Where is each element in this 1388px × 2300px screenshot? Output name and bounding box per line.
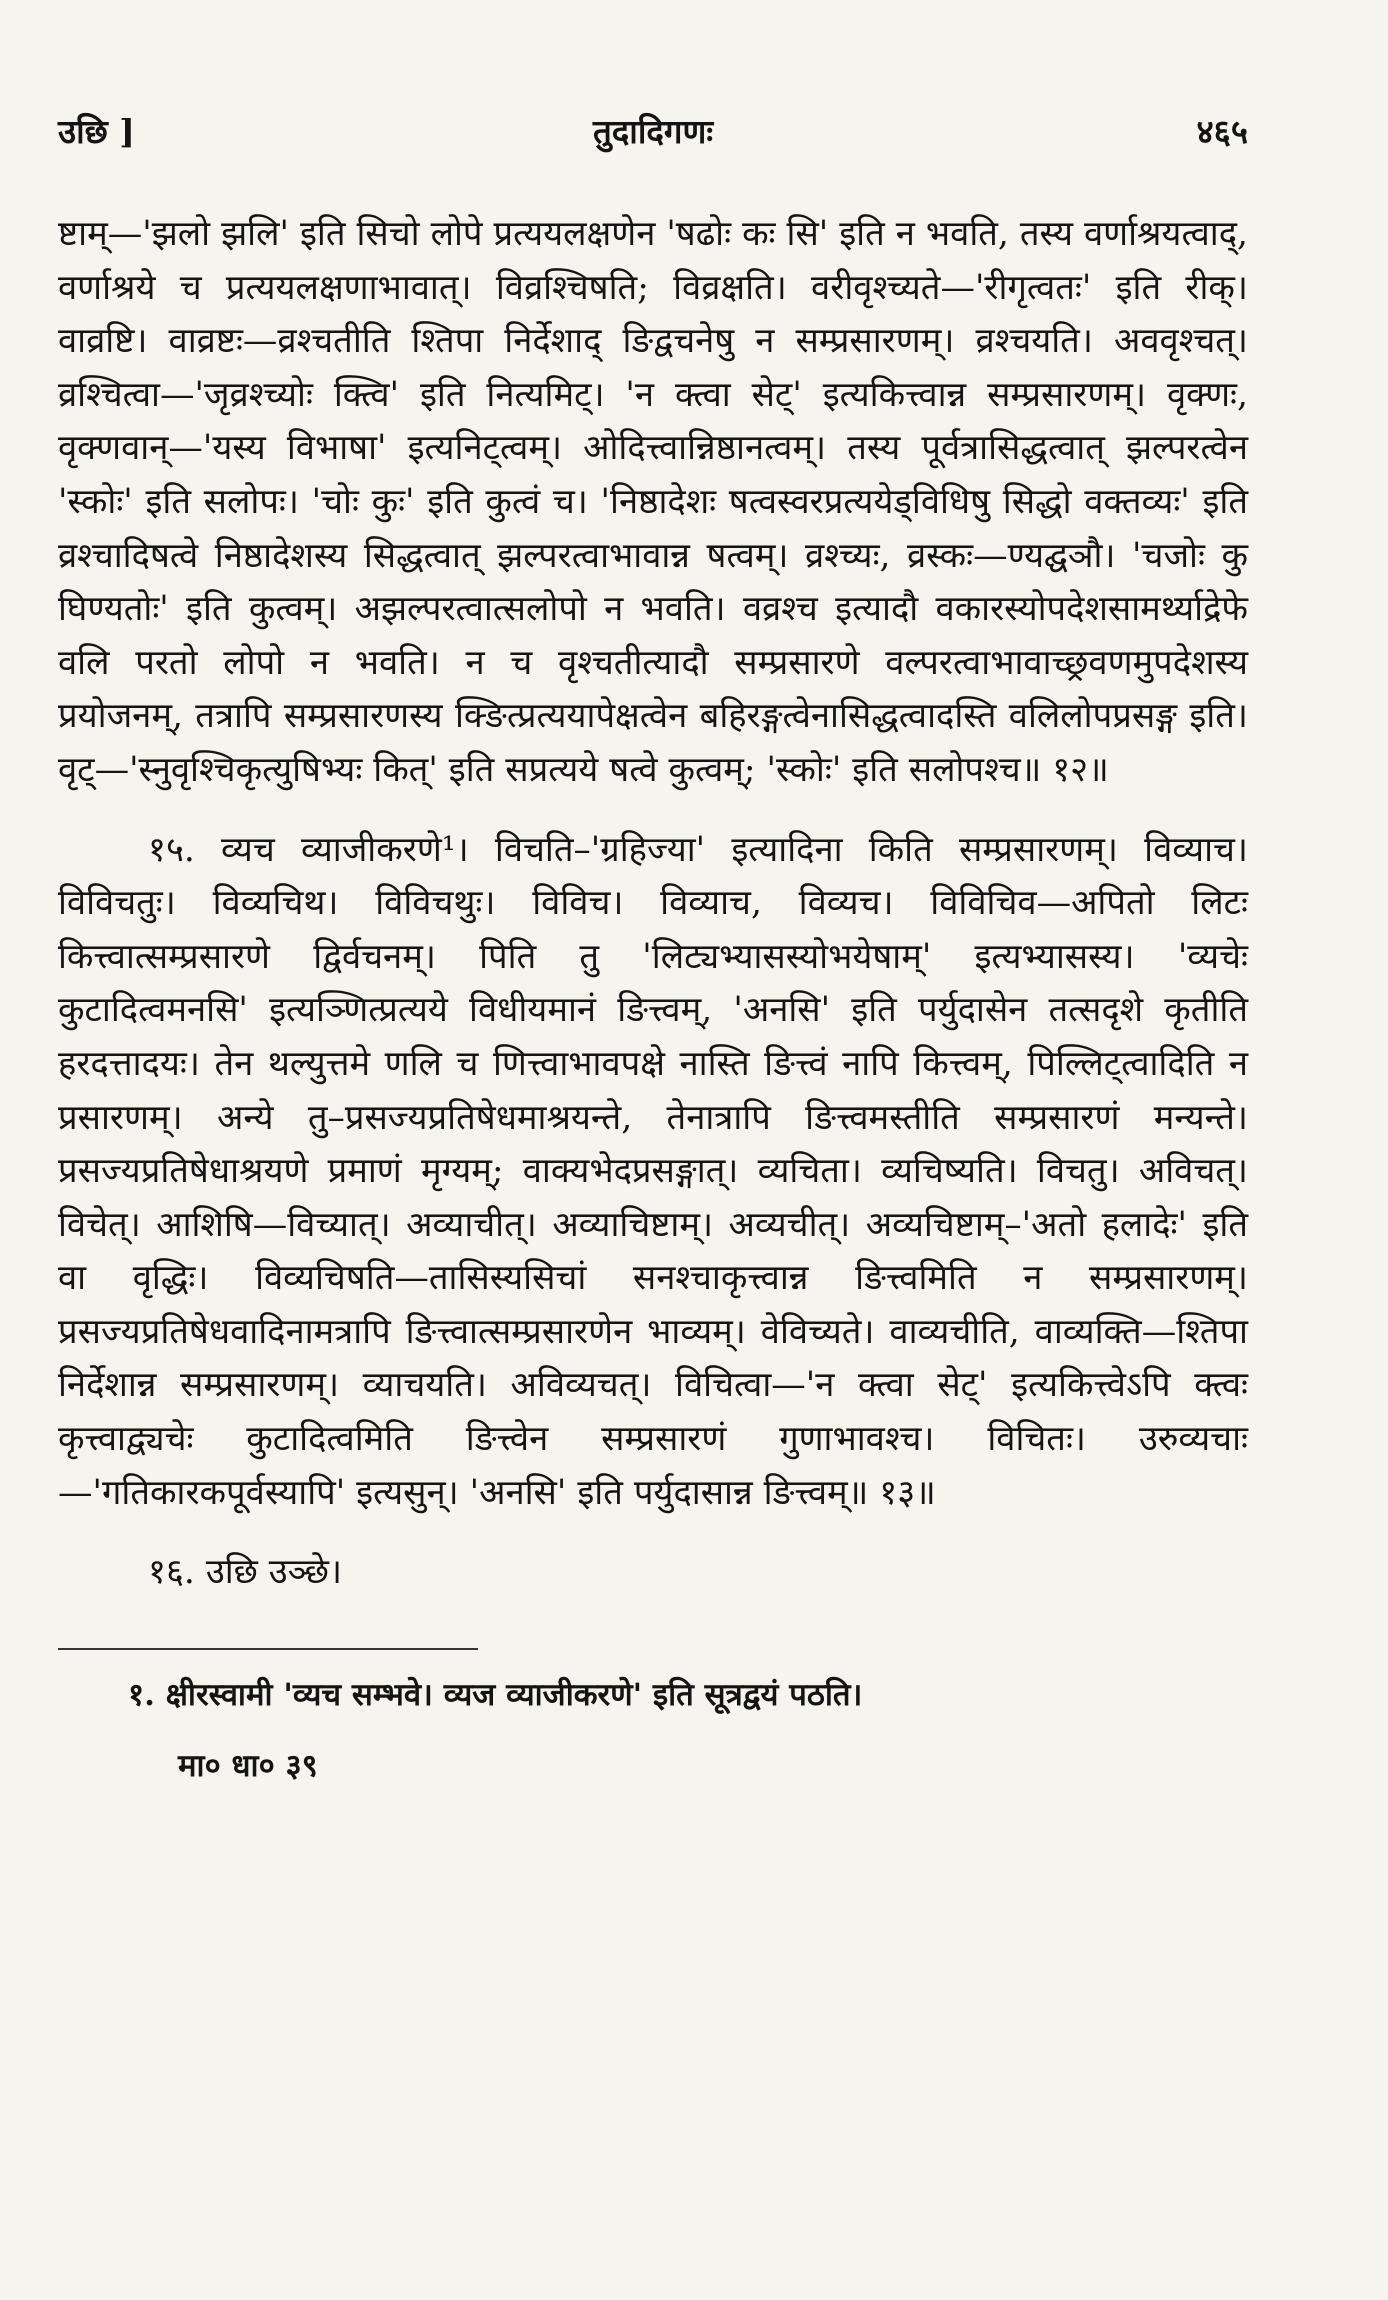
paragraph-1: ष्टाम्—'झलो झलि' इति सिचो लोपे प्रत्ययलक्षणेन 'षढोः कः सि' इति न भवति, तस्य वर्णाश्रयत्वाद्, वर्णाश्रये च प्रत्ययलक्षणाभावात्। विव्रश्चिषति; विव्रक्षति। वरीवृश्च्यते—'रीगृत्वतः' इति रीक्। वाव्रष्टि। वाव्रष्टः—व्रश्चतीति श्तिपा निर्देशाद् ङिद्वचनेषु न सम्प्रसारणम्। व्रश्चयति। अववृश्चत्। व्रश्चित्वा—'जृव्रश्च्योः क्त्वि' इति नित्यमिट्। 'न क्त्वा सेट्' इत्यकित्त्वान्न सम्प्रसारणम्। वृक्णः, वृक्णवान्—'यस्य विभाषा' इत्यनिट्त्वम्। ओदित्त्वान्निष्ठानत्वम्। तस्य पूर्वत्रासिद्धत्वात् झल्परत्वेन 'स्कोः' इति सलोपः। 'चोः कुः' इति कुत्वं च। 'निष्ठादेशः षत्वस्वरप्रत्ययेड्विधिषु सिद्धो वक्तव्यः' इति व्रश्चादिषत्वे निष्ठादेशस्य सिद्धत्वात् झल्परत्वाभावान्न षत्वम्। व्रश्च्यः, व्रस्कः—ण्यद्घञौ। 'चजोः कु घिण्यतोः' इति कुत्वम्। अझल्परत्वात्सलोपो न भवति। वव्रश्च इत्यादौ वकारस्योपदेशसामर्थ्याद्रेफे वलि परतो लोपो न भवति। न च वृश्चतीत्यादौ सम्प्रसारणे वल्परत्वाभावाच्छ्रवणमुपदेशस्य प्रयोजनम्, तत्रापि सम्प्रसारणस्य क्ङित्प्रत्ययापेक्षत्वेन बहिरङ्गत्वेनासिद्धत्वादस्ति वलिलोपप्रसङ्ग इति। वृट्—'स्नुवृश्चिकृत्युषिभ्यः कित्' इति सप्रत्यये षत्वे कुत्वम्; 'स्कोः' इति सलोपश्च॥ १२॥	[58, 214, 1248, 790]
page-number: ४६५	[1196, 112, 1248, 151]
footnote: १. क्षीरस्वामी 'व्यच सम्भवे। व्यज व्याजीकरणे' इति सूत्रद्वयं पठति।	[128, 1676, 863, 1713]
body-text	[58, 208, 1248, 1600]
footnote-divider	[58, 1648, 478, 1650]
page	[58, 108, 1248, 1786]
header-title: तुदादिगणः	[592, 112, 714, 151]
running-header	[58, 108, 1248, 168]
paragraph-2: १५. व्यच व्याजीकरणे¹। विचति–'ग्रहिज्या' इत्यादिना किति सम्प्रसारणम्। विव्याच। विविचतुः। विव्यचिथ। विविचथुः। विविच। विव्याच, विव्यच। विविचिव—अपितो लिटः कित्त्वात्सम्प्रसारणे द्विर्वचनम्। पिति तु 'लिट्यभ्यासस्योभयेषाम्' इत्यभ्यासस्य। 'व्यचेः कुटादित्वमनसि' इत्यञ्णित्प्रत्यये विधीयमानं ङित्त्वम्, 'अनसि' इति पर्युदासेन तत्सदृशे कृतीति हरदत्तादयः। तेन थल्युत्तमे णलि च णित्त्वाभावपक्षे नास्ति ङित्त्वं नापि कित्त्वम्, पिल्लिट्त्वादिति न प्रसारणम्। अन्ये तु–प्रसज्यप्रतिषेधमाश्रयन्ते, तेनात्रापि ङित्त्वमस्तीति सम्प्रसारणं मन्यन्ते। प्रसज्यप्रतिषेधाश्रयणे प्रमाणं मृग्यम्; वाक्यभेदप्रसङ्गात्। व्यचिता। व्यचिष्यति। विचतु। अविचत्। विचेत्। आशिषि—विच्यात्। अव्याचीत्। अव्याचिष्टाम्। अव्यचीत्। अव्यचिष्टाम्–'अतो हलादेः' इति वा वृद्धिः। विव्यचिषति—तासिस्यसिचां सनश्चाकृत्त्वान्न ङित्त्वमिति न सम्प्रसारणम्। प्रसज्यप्रतिषेधवादिनामत्रापि ङित्त्वात्सम्प्रसारणेन भाव्यम्। वेविच्यते। वाव्यचीति, वाव्यक्ति—श्तिपा निर्देशान्न सम्प्रसारणम्। व्याचयति। अविव्यचत्। विचित्वा—'न क्त्वा सेट्' इत्यकित्त्वेऽपि क्त्वः कृत्त्वाद्व्यचेः कुटादित्वमिति ङित्त्वेन सम्प्रसारणं गुणाभावश्च। विचितः। उरुव्यचाः—'गतिकारकपूर्वस्यापि' इत्यसुन्। 'अनसि' इति पर्युदासान्न ङित्त्वम्॥ १३॥	[58, 829, 1248, 1513]
signature-mark: मा० धा० ३९	[178, 1747, 318, 1784]
paragraph-3: १६. उछि उञ्छे।	[148, 1552, 343, 1593]
header-left: उछि ]	[58, 112, 135, 151]
